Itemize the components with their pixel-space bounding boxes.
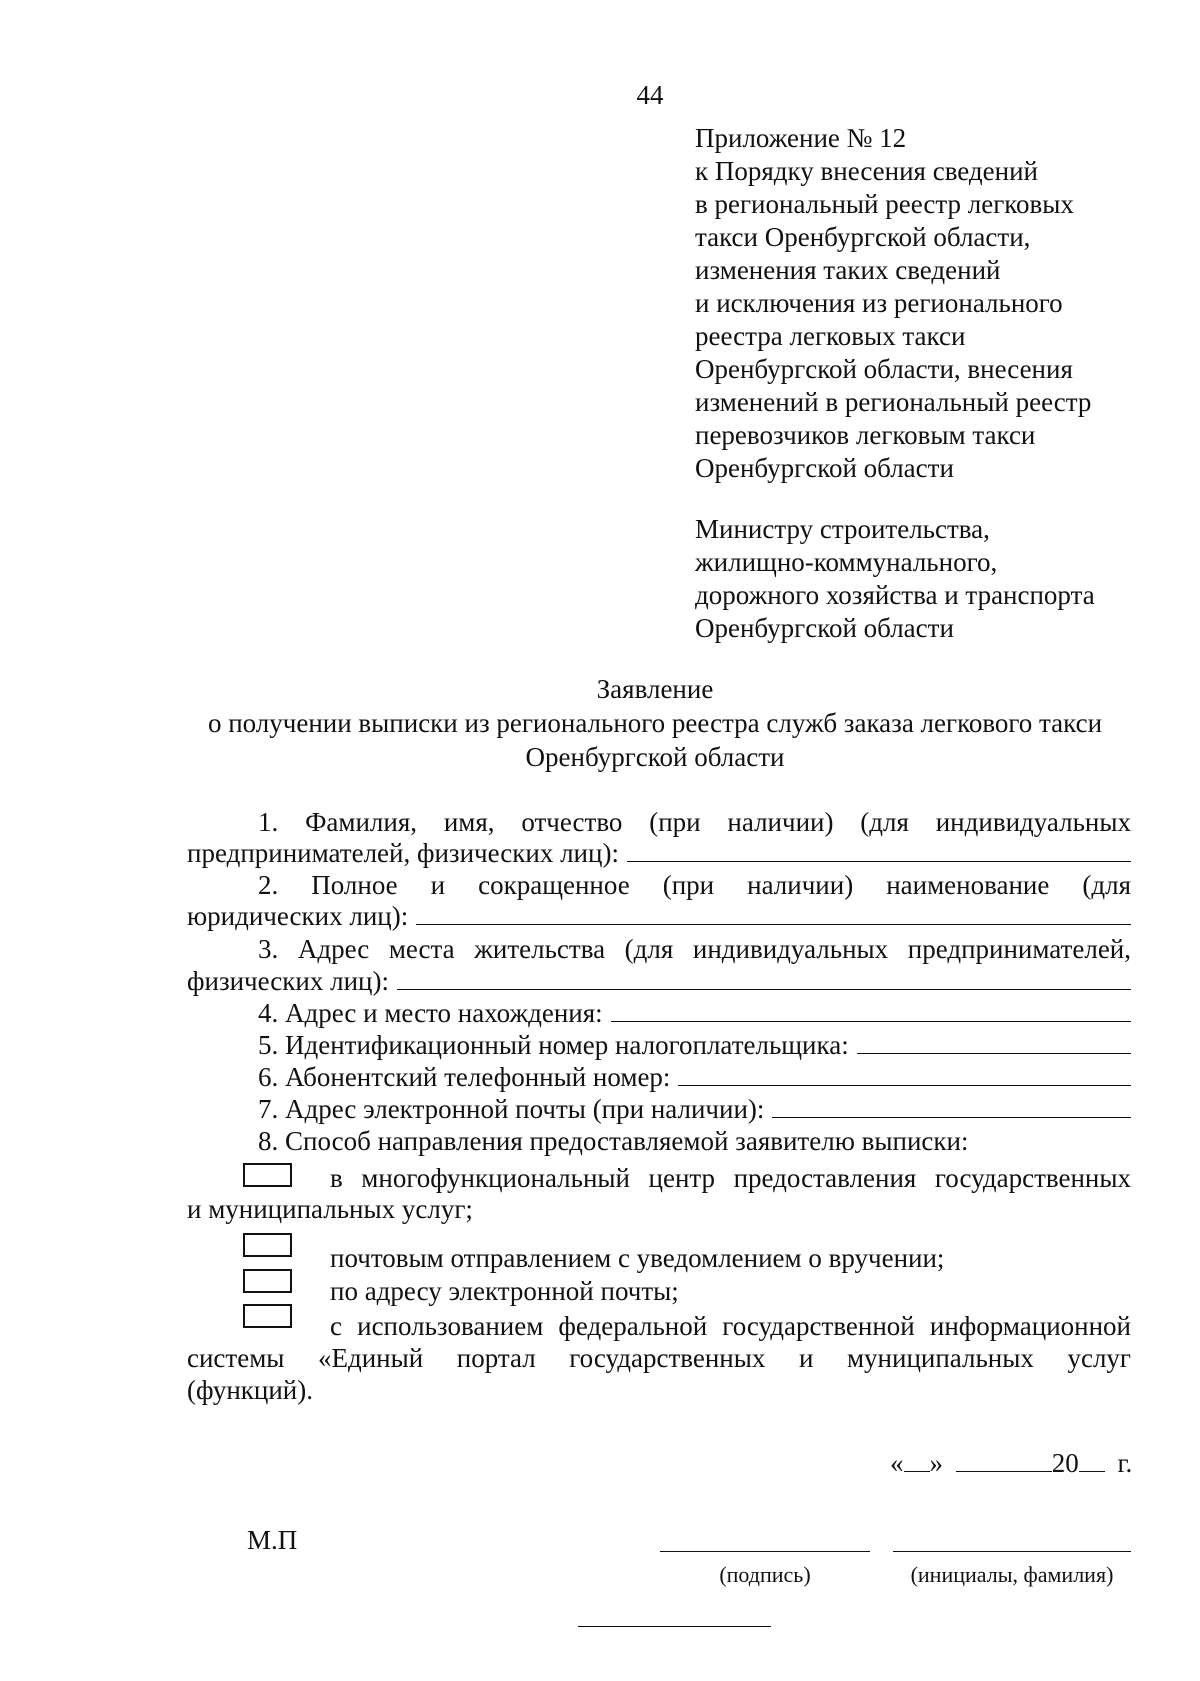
initials-line[interactable] xyxy=(893,1551,1131,1552)
field-6-label: 6. Абонентский телефонный номер: xyxy=(258,1062,671,1092)
field-1-label: 1. Фамилия, имя, отчество (при наличии) (для индивидуальных xyxy=(258,807,1131,837)
option-portal-label: с использованием федеральной государственной информационной xyxy=(330,1311,1131,1341)
field-2-row xyxy=(187,901,1131,931)
field-4-label: 4. Адрес и место нахождения: xyxy=(258,998,603,1028)
field-2-input[interactable] xyxy=(416,902,1131,925)
appendix-line: в региональный реестр легковых xyxy=(695,189,1074,219)
option-mfc-label-cont: и муниципальных услуг; xyxy=(187,1194,473,1224)
addressee-line: Министру строительства, xyxy=(695,514,990,544)
date-year-prefix: 20 xyxy=(1051,1448,1079,1478)
field-6-row xyxy=(258,1062,1131,1092)
addressee-line: жилищно-коммунального, xyxy=(695,547,998,577)
date-line xyxy=(890,1448,1132,1478)
field-6-input[interactable] xyxy=(678,1063,1131,1086)
field-2-label-cont: юридических лиц): xyxy=(187,901,409,931)
signature-line[interactable] xyxy=(660,1551,870,1552)
date-day-input[interactable] xyxy=(904,1449,930,1472)
field-4-row xyxy=(258,998,1131,1028)
date-month-input[interactable] xyxy=(956,1449,1052,1472)
field-3-label-cont: физических лиц): xyxy=(187,966,389,996)
field-1-row xyxy=(187,838,1131,868)
appendix-line: перевозчиков легковым такси xyxy=(695,420,1036,450)
date-close-quote: » xyxy=(929,1448,943,1478)
checkbox-email[interactable] xyxy=(243,1269,292,1293)
title-heading: Заявление xyxy=(596,674,714,704)
appendix-line: Оренбургской области, внесения xyxy=(695,354,1073,384)
option-post-label: почтовым отправлением с уведомлением о вручении; xyxy=(330,1243,945,1273)
field-5-row xyxy=(258,1030,1131,1060)
document-title xyxy=(180,674,1130,776)
field-7-row xyxy=(258,1094,1131,1124)
initials-caption: (инициалы, фамилия) xyxy=(910,1562,1114,1587)
page-number: 44 xyxy=(636,80,664,110)
field-3-input[interactable] xyxy=(397,967,1131,990)
option-email-label: по адресу электронной почты; xyxy=(330,1276,679,1306)
field-1-input[interactable] xyxy=(627,839,1131,862)
addressee-block xyxy=(695,514,1095,646)
field-1-label-cont: предпринимателей, физических лиц): xyxy=(187,838,619,868)
appendix-header xyxy=(695,123,1091,486)
appendix-line: Приложение № 12 xyxy=(695,123,907,153)
field-8-label: 8. Способ направления предоставляемой заявителю выписки: xyxy=(258,1126,969,1156)
appendix-line: реестра легковых такси xyxy=(695,321,966,351)
seal-label: М.П xyxy=(247,1525,298,1555)
field-3-row xyxy=(187,966,1131,996)
date-year-suffix: г. xyxy=(1117,1448,1133,1478)
appendix-line: Оренбургской области xyxy=(695,453,954,483)
addressee-line: дорожного хозяйства и транспорта xyxy=(695,580,1095,610)
appendix-line: изменений в региональный реестр xyxy=(695,387,1092,417)
field-4-input[interactable] xyxy=(611,999,1131,1022)
date-year-input[interactable] xyxy=(1079,1449,1105,1472)
field-7-label: 7. Адрес электронной почты (при наличии): xyxy=(258,1094,765,1124)
appendix-line: к Порядку внесения сведений xyxy=(695,156,1038,186)
checkbox-portal[interactable] xyxy=(243,1304,292,1328)
option-mfc-label: в многофункциональный центр предоставления государственных xyxy=(330,1163,1131,1193)
title-subject: о получении выписки из регионального реестра служб заказа легкового такси xyxy=(207,708,1103,738)
checkbox-post[interactable] xyxy=(243,1233,292,1257)
field-5-input[interactable] xyxy=(857,1031,1131,1054)
option-portal-label-cont: системы «Единый портал государственных и муниципальных услуг xyxy=(187,1343,1131,1373)
field-3-label: 3. Адрес места жительства (для индивидуальных предпринимателей, xyxy=(258,934,1131,964)
signature-caption: (подпись) xyxy=(719,1562,811,1587)
field-2-label: 2. Полное и сокращенное (при наличии) наименование (для xyxy=(258,870,1131,900)
footer-rule xyxy=(578,1626,771,1627)
addressee-line: Оренбургской области xyxy=(695,613,954,643)
date-open-quote: « xyxy=(890,1448,904,1478)
appendix-line: и исключения из регионального xyxy=(695,288,1063,318)
appendix-line: изменения таких сведений xyxy=(695,255,1001,285)
title-region: Оренбургской области xyxy=(525,742,785,772)
checkbox-mfc[interactable] xyxy=(243,1163,292,1187)
field-5-label: 5. Идентификационный номер налогоплательщика: xyxy=(258,1030,849,1060)
field-7-input[interactable] xyxy=(772,1095,1131,1118)
appendix-line: такси Оренбургской области, xyxy=(695,222,1031,252)
option-portal-label-end: (функций). xyxy=(187,1375,313,1405)
